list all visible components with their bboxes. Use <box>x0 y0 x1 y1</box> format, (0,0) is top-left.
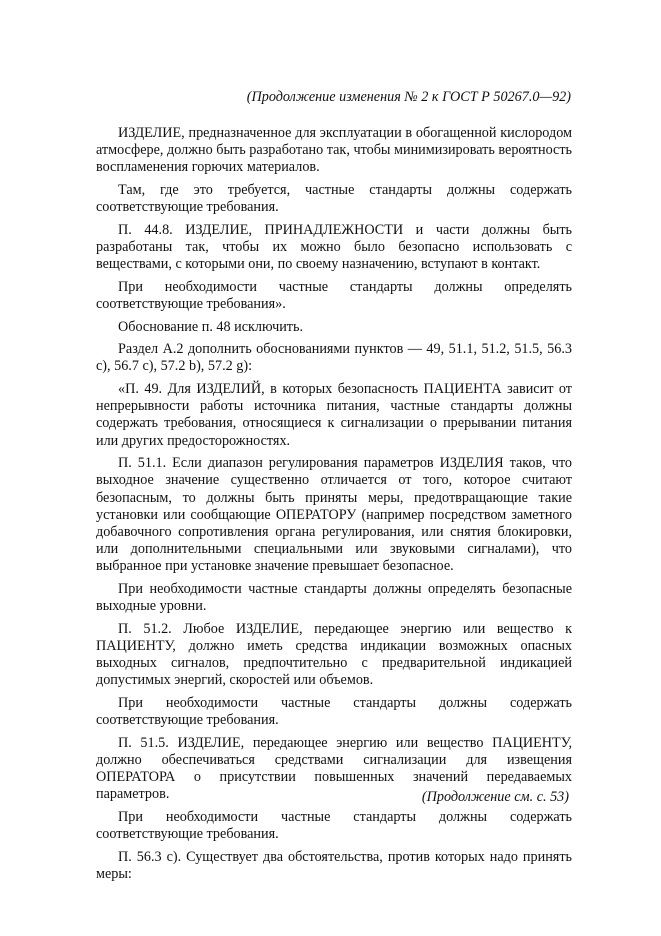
paragraph-clause-49: «П. 49. Для ИЗДЕЛИЙ, в которых безопасность ПАЦИЕНТА зависит от непрерывности работы источника питания, частные стандарты должны содержать требования, относящиеся к сигнализации о прерывании питания или других предосторожностях. <box>96 380 572 449</box>
paragraph-oxygen-atmosphere: ИЗДЕЛИЕ, предназначенное для эксплуатации в обогащенной кислородом атмосфере, должно быть разработано так, чтобы минимизировать вероятность воспламенения горючих материалов. <box>96 125 572 176</box>
paragraph-clause-51-1: П. 51.1. Если диапазон регулирования параметров ИЗДЕЛИЯ таков, что выходное значение существенно отличается от того, которое считают безопасным, то должны быть приняты меры, предотвращающие такие установки или сообщающие ОПЕРАТОРУ (например посредством заметного добавочного сопротивления органа регулирования, или снятия блокировки, или дополнительными специальными или звуковыми сигналами), что выбранное при установке значение превышает безопасное. <box>96 455 572 575</box>
running-header: (Продолжение изменения № 2 к ГОСТ Р 50267.0—92) <box>246 89 571 105</box>
body-text <box>96 125 572 889</box>
paragraph-clause-56-3c: П. 56.3 с). Существует два обстоятельства, против которых надо принять меры: <box>96 848 572 882</box>
paragraph-clause-51-2: П. 51.2. Любое ИЗДЕЛИЕ, передающее энергию или вещество к ПАЦИЕНТУ, должно иметь средства индикации возможных опасных выходных сигналов, предпочтительно с предварительной индикацией допустимых энергий, скоростей или объемов. <box>96 620 572 689</box>
paragraph-section-a2: Раздел А.2 дополнить обоснованиями пунктов — 49, 51.1, 51.2, 51.5, 56.3 с), 56.7 с), 57.2 b), 57.2 g): <box>96 341 572 375</box>
paragraph-requirements-2: При необходимости частные стандарты должны определять соответствующие требования». <box>96 278 572 312</box>
paragraph-clause-48-excluded: Обоснование п. 48 исключить. <box>118 318 304 335</box>
paragraph-requirements-3: При необходимости частные стандарты должны содержать соответствующие требования. <box>96 695 572 729</box>
paragraph-clause-51-5: П. 51.5. ИЗДЕЛИЕ, передающее энергию или вещество ПАЦИЕНТУ, должно обеспечиваться средствами сигнализации для извещения ОПЕРАТОРА о присутствии повышенных значений передаваемых параметров. <box>96 734 572 803</box>
paragraph-requirements-4: При необходимости частные стандарты должны содержать соответствующие требования. <box>96 809 572 843</box>
paragraph-clause-44-8: П. 44.8. ИЗДЕЛИЕ, ПРИНАДЛЕЖНОСТИ и части должны быть разработаны так, чтобы их можно было безопасно использовать с веществами, с которыми они, по своему назначению, вступают в контакт. <box>96 221 572 273</box>
continuation-note: (Продолжение см. с. 53) <box>421 789 569 805</box>
paragraph-safe-output-levels: При необходимости частные стандарты должны определять безопасные выходные уровни. <box>96 581 572 615</box>
paragraph-requirements-1: Там, где это требуется, частные стандарты должны содержать соответствующие требования. <box>96 182 572 216</box>
